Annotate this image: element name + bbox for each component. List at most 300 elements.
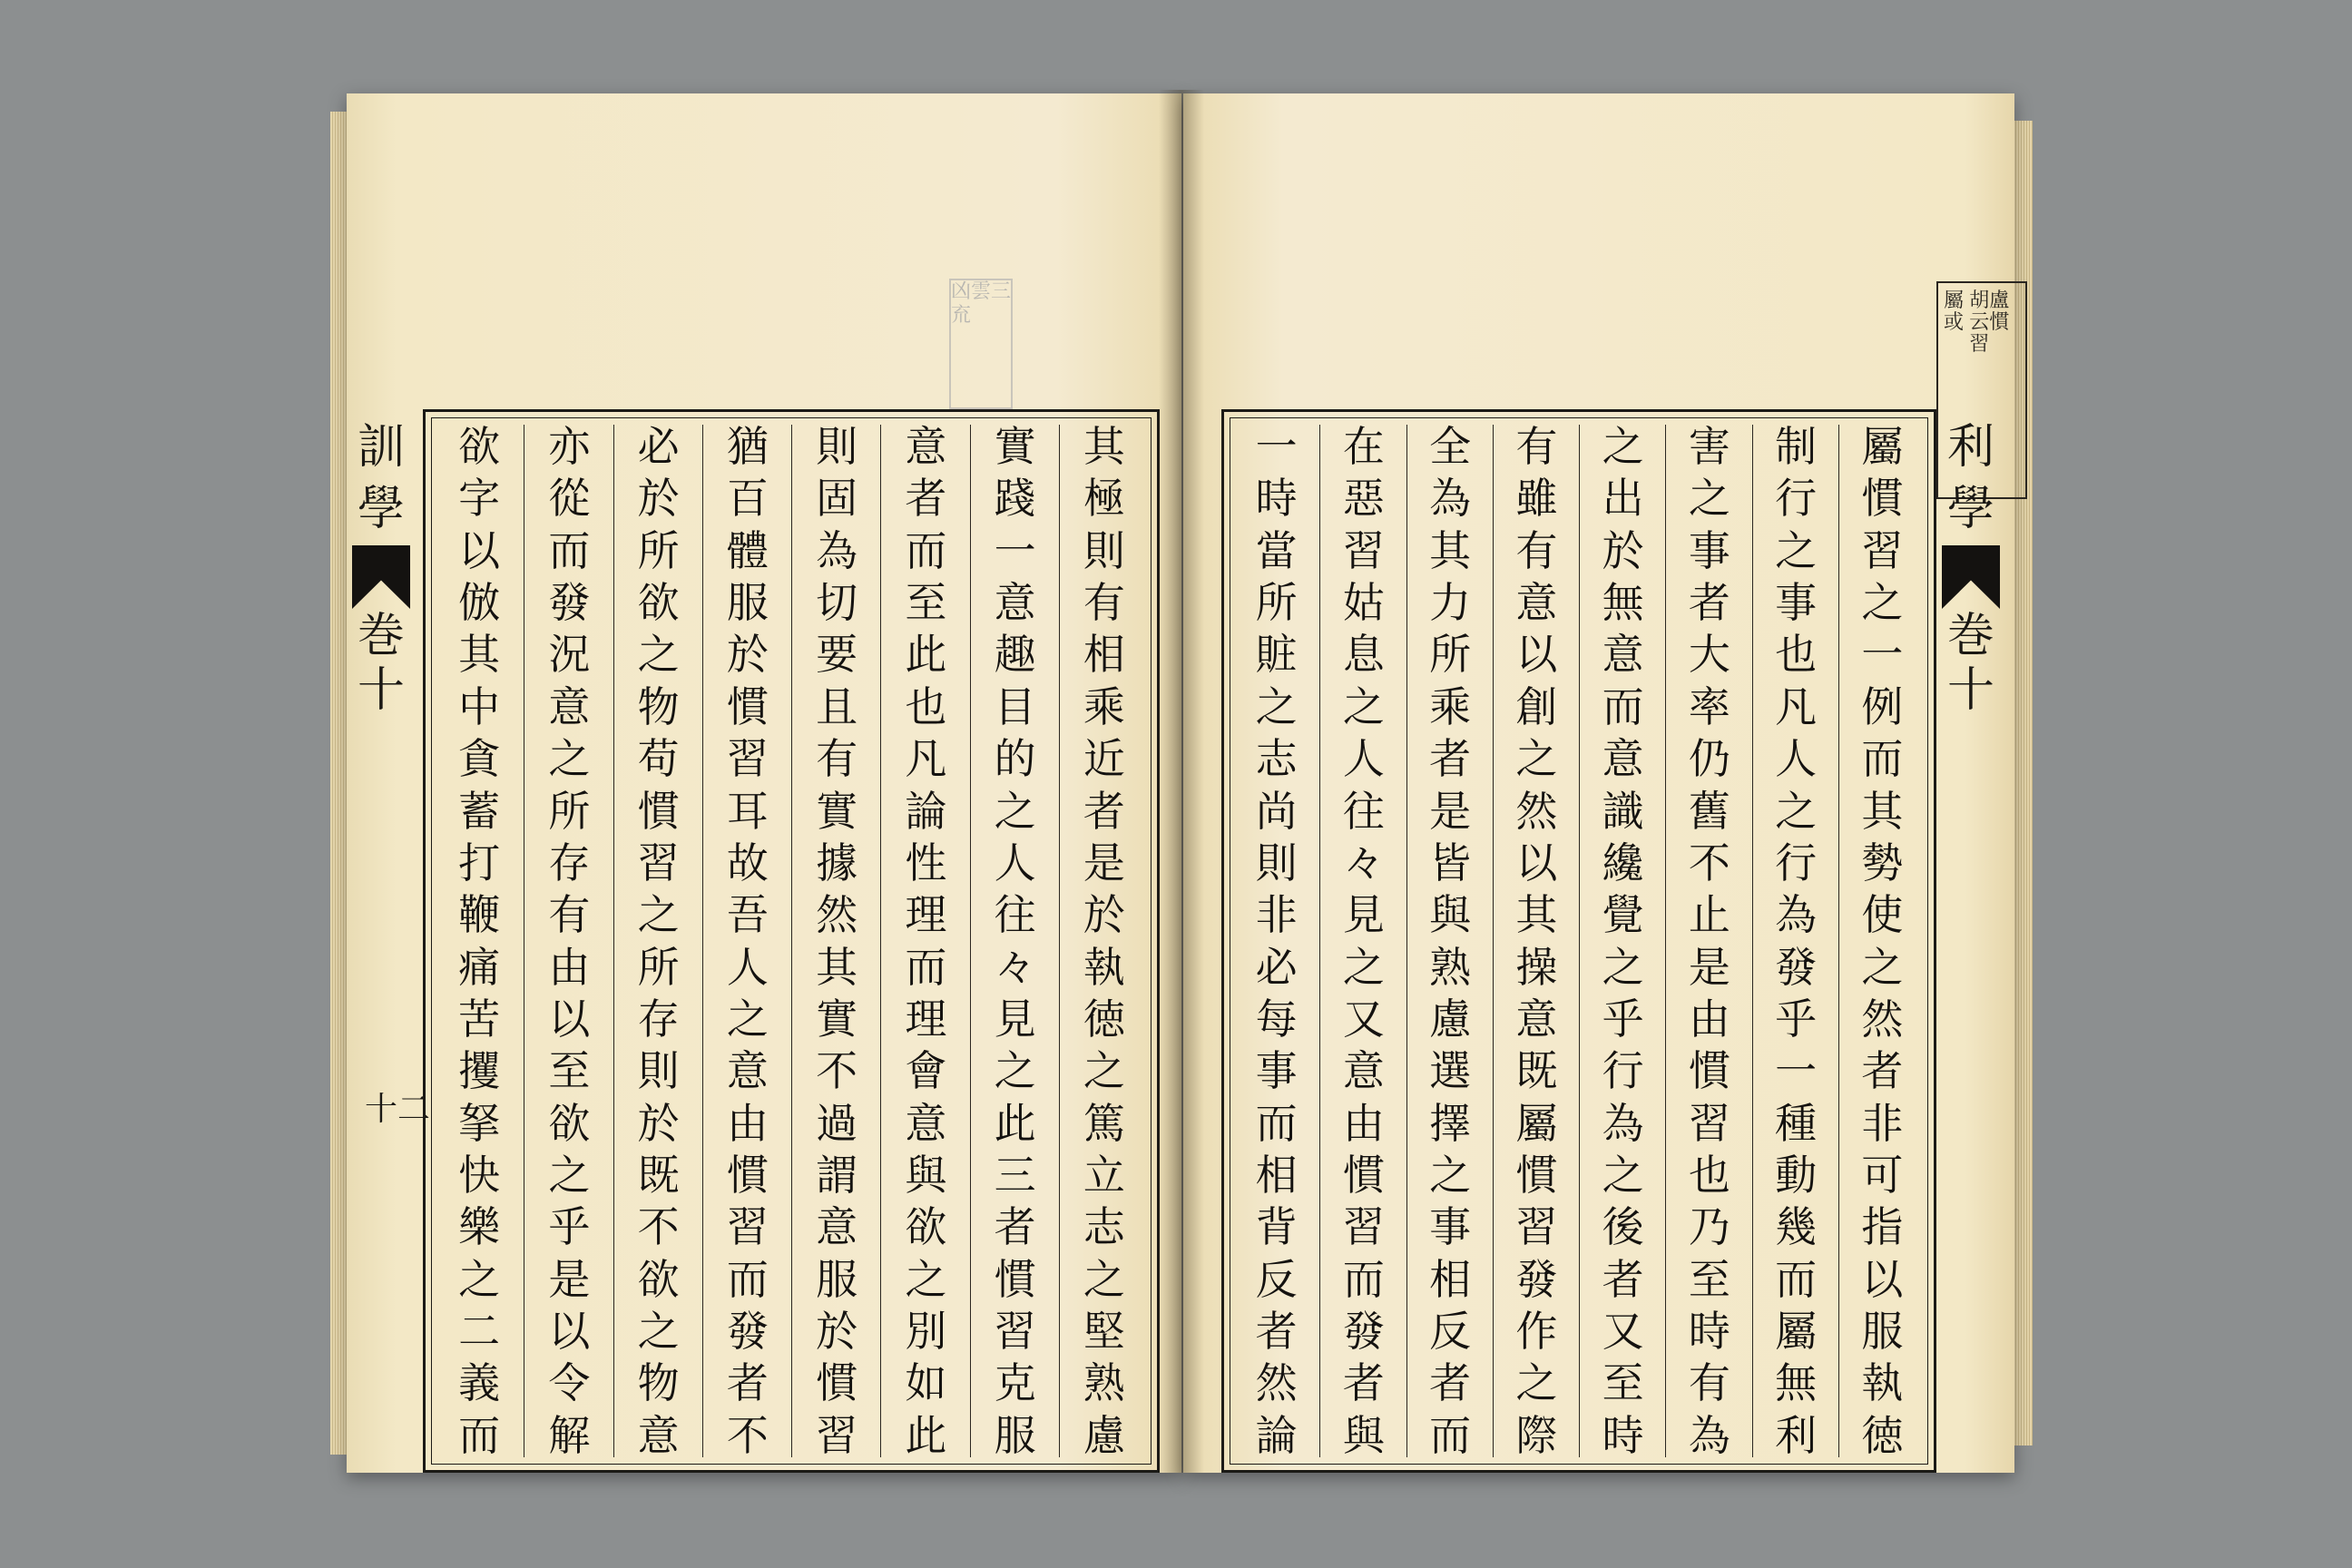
text-char: 之 bbox=[458, 1254, 501, 1304]
left-page bbox=[347, 93, 1181, 1473]
text-char: 要 bbox=[816, 630, 858, 680]
right-margin-title bbox=[1942, 420, 2000, 1001]
text-char: 趣 bbox=[994, 630, 1036, 680]
text-char: 熟 bbox=[1083, 1358, 1125, 1408]
text-char: 幾 bbox=[1775, 1202, 1818, 1252]
text-char: 必 bbox=[637, 422, 680, 471]
head-note-line: 胡盧云慣習 bbox=[1969, 289, 2010, 356]
text-char: 事 bbox=[1688, 525, 1730, 575]
text-char: 至 bbox=[1688, 1254, 1730, 1304]
text-char: 相 bbox=[1255, 1151, 1298, 1200]
text-char: 且 bbox=[816, 681, 858, 731]
text-char: 發 bbox=[1342, 1307, 1385, 1357]
text-char: 之 bbox=[1083, 1254, 1125, 1304]
text-char: 其 bbox=[1083, 422, 1125, 471]
text-char: 力 bbox=[1429, 578, 1472, 628]
text-char: 倣 bbox=[458, 578, 501, 628]
text-char: 出 bbox=[1602, 474, 1644, 524]
text-char: 之 bbox=[1602, 1151, 1644, 1200]
text-char: 乘 bbox=[1083, 681, 1125, 731]
text-char: 然 bbox=[1515, 786, 1558, 836]
text-char: 習 bbox=[1515, 1202, 1558, 1252]
text-char: 而 bbox=[905, 525, 947, 575]
text-column bbox=[1406, 422, 1494, 1460]
text-char: 無 bbox=[1602, 578, 1644, 628]
text-char: 為 bbox=[1775, 890, 1818, 940]
text-column bbox=[1665, 422, 1752, 1460]
text-char: 從 bbox=[548, 474, 591, 524]
text-char: 不 bbox=[816, 1046, 858, 1096]
text-char: 必 bbox=[1255, 942, 1298, 992]
text-char: 之 bbox=[1861, 578, 1904, 628]
text-char: 者 bbox=[1429, 734, 1472, 784]
text-char: 謂 bbox=[816, 1151, 858, 1200]
margin-title-char: 學 bbox=[1946, 482, 1994, 536]
text-char: 目 bbox=[994, 681, 1036, 731]
text-char: 快 bbox=[458, 1151, 501, 1200]
text-char: 息 bbox=[1342, 630, 1385, 680]
text-char: 欲 bbox=[548, 1098, 591, 1148]
text-char: 為 bbox=[1429, 474, 1472, 524]
text-char: 之 bbox=[548, 1151, 591, 1200]
text-char: 也 bbox=[1688, 1151, 1730, 1200]
text-char: 意 bbox=[1515, 994, 1558, 1044]
text-char: 者 bbox=[1255, 1307, 1298, 1357]
text-char: 全 bbox=[1429, 422, 1472, 471]
text-char: 也 bbox=[905, 681, 947, 731]
ghost-stamp: 凶雲三㐬 bbox=[949, 279, 1013, 409]
text-char: 慣 bbox=[994, 1254, 1036, 1304]
text-char: 習 bbox=[1342, 1202, 1385, 1252]
text-char: 反 bbox=[1255, 1254, 1298, 1304]
open-book bbox=[338, 93, 2024, 1473]
text-char: 過 bbox=[816, 1098, 858, 1148]
fish-tail-mark bbox=[352, 545, 410, 609]
text-char: 於 bbox=[1083, 890, 1125, 940]
text-char: 人 bbox=[726, 942, 769, 992]
text-char: 為 bbox=[1602, 1098, 1644, 1148]
text-column bbox=[1838, 422, 1926, 1460]
text-char: 拏 bbox=[458, 1098, 501, 1148]
text-char: 習 bbox=[1342, 525, 1385, 575]
text-char: 的 bbox=[994, 734, 1036, 784]
text-char: 其 bbox=[1515, 890, 1558, 940]
text-char: 徳 bbox=[1861, 1410, 1904, 1460]
text-char: 吾 bbox=[726, 890, 769, 940]
text-char: 習 bbox=[1688, 1098, 1730, 1148]
text-char: 既 bbox=[1515, 1046, 1558, 1096]
text-char: 事 bbox=[1255, 1046, 1298, 1096]
text-char: 反 bbox=[1429, 1307, 1472, 1357]
text-char: 欲 bbox=[637, 1254, 680, 1304]
text-char: 大 bbox=[1688, 630, 1730, 680]
text-char: 其 bbox=[816, 942, 858, 992]
text-char: 於 bbox=[726, 630, 769, 680]
text-char: 姑 bbox=[1342, 578, 1385, 628]
text-char: 志 bbox=[1255, 734, 1298, 784]
text-char: 擇 bbox=[1429, 1098, 1472, 1148]
text-char: 徳 bbox=[1083, 994, 1125, 1044]
text-char: 之 bbox=[1342, 942, 1385, 992]
text-char: 所 bbox=[548, 786, 591, 836]
text-char: 之 bbox=[905, 1254, 947, 1304]
text-char: 百 bbox=[726, 474, 769, 524]
text-char: 慣 bbox=[1688, 1046, 1730, 1096]
text-char: 乎 bbox=[1775, 994, 1818, 1044]
text-char: 雖 bbox=[1515, 474, 1558, 524]
text-char: 之 bbox=[1083, 1046, 1125, 1096]
text-char: 之 bbox=[726, 994, 769, 1044]
text-char: 行 bbox=[1602, 1046, 1644, 1096]
text-char: 以 bbox=[548, 1307, 591, 1357]
right-text-frame bbox=[1221, 409, 1936, 1473]
text-char: 使 bbox=[1861, 890, 1904, 940]
text-char: 利 bbox=[1775, 1410, 1818, 1460]
text-column bbox=[524, 422, 613, 1460]
text-char: 會 bbox=[905, 1046, 947, 1096]
left-text-frame bbox=[423, 409, 1160, 1473]
text-char: 苟 bbox=[637, 734, 680, 784]
text-char: 不 bbox=[1688, 838, 1730, 887]
text-char: 有 bbox=[1515, 525, 1558, 575]
text-char: 意 bbox=[1602, 630, 1644, 680]
text-char: 作 bbox=[1515, 1307, 1558, 1357]
text-char: 而 bbox=[548, 525, 591, 575]
text-char: 發 bbox=[1515, 1254, 1558, 1304]
text-char: 率 bbox=[1688, 681, 1730, 731]
text-char: 實 bbox=[994, 422, 1036, 471]
text-char: 在 bbox=[1342, 422, 1385, 471]
text-char: 為 bbox=[1688, 1410, 1730, 1460]
text-char: 屬 bbox=[1861, 422, 1904, 471]
margin-title-char: 訓 bbox=[357, 420, 405, 475]
text-char: 非 bbox=[1255, 890, 1298, 940]
text-char: 固 bbox=[816, 474, 858, 524]
text-char: 此 bbox=[905, 630, 947, 680]
text-char: 而 bbox=[458, 1410, 501, 1460]
text-char: 實 bbox=[816, 994, 858, 1044]
text-char: 意 bbox=[726, 1046, 769, 1096]
book-spine bbox=[1159, 90, 1204, 1473]
text-char: 見 bbox=[1342, 890, 1385, 940]
text-char: 人 bbox=[1775, 734, 1818, 784]
text-char: 以 bbox=[1515, 630, 1558, 680]
text-char: 亦 bbox=[548, 422, 591, 471]
text-char: 有 bbox=[816, 734, 858, 784]
text-char: 每 bbox=[1255, 994, 1298, 1044]
text-char: 之 bbox=[1515, 1358, 1558, 1408]
text-char: 故 bbox=[726, 838, 769, 887]
text-char: 覺 bbox=[1602, 890, 1644, 940]
text-char: 服 bbox=[994, 1410, 1036, 1460]
margin-volume-num: 十 bbox=[1946, 663, 1994, 718]
text-char: 中 bbox=[458, 681, 501, 731]
text-column bbox=[970, 422, 1060, 1460]
text-char: 々 bbox=[1342, 838, 1385, 887]
text-char: 相 bbox=[1429, 1254, 1472, 1304]
text-char: 往 bbox=[1342, 786, 1385, 836]
text-char: 習 bbox=[816, 1410, 858, 1460]
text-char: 習 bbox=[1861, 525, 1904, 575]
text-char: 與 bbox=[905, 1151, 947, 1200]
text-column bbox=[1493, 422, 1580, 1460]
text-char: 也 bbox=[1775, 630, 1818, 680]
margin-title-char: 學 bbox=[357, 482, 405, 536]
text-char: 然 bbox=[1255, 1358, 1298, 1408]
text-char: 又 bbox=[1342, 994, 1385, 1044]
text-char: 行 bbox=[1775, 474, 1818, 524]
text-char: 屬 bbox=[1515, 1098, 1558, 1148]
text-char: 指 bbox=[1861, 1202, 1904, 1252]
text-char: 惡 bbox=[1342, 474, 1385, 524]
text-char: 是 bbox=[1083, 838, 1125, 887]
text-char: 意 bbox=[548, 681, 591, 731]
text-char: 至 bbox=[1602, 1358, 1644, 1408]
text-char: 者 bbox=[726, 1358, 769, 1408]
text-char: 物 bbox=[637, 1358, 680, 1408]
text-char: 不 bbox=[637, 1202, 680, 1252]
text-char: 物 bbox=[637, 681, 680, 731]
text-char: 之 bbox=[1775, 786, 1818, 836]
text-char: 義 bbox=[458, 1358, 501, 1408]
text-char: 據 bbox=[816, 838, 858, 887]
text-char: 所 bbox=[1255, 578, 1298, 628]
text-char: 猶 bbox=[726, 422, 769, 471]
text-char: 有 bbox=[1515, 422, 1558, 471]
text-char: 由 bbox=[726, 1098, 769, 1148]
text-char: 而 bbox=[1602, 681, 1644, 731]
text-char: 意 bbox=[1515, 578, 1558, 628]
text-char: 與 bbox=[1429, 890, 1472, 940]
text-char: 之 bbox=[994, 1046, 1036, 1096]
text-char: 體 bbox=[726, 525, 769, 575]
margin-volume-num: 十 bbox=[357, 663, 405, 718]
text-char: 性 bbox=[905, 838, 947, 887]
text-char: 痛 bbox=[458, 942, 501, 992]
text-char: 至 bbox=[548, 1046, 591, 1096]
text-char: 一 bbox=[1255, 422, 1298, 471]
text-char: 蓄 bbox=[458, 786, 501, 836]
text-char: 服 bbox=[1861, 1307, 1904, 1357]
text-char: 為 bbox=[816, 525, 858, 575]
text-char: 一 bbox=[994, 525, 1036, 575]
text-column bbox=[880, 422, 970, 1460]
text-char: 之 bbox=[1515, 734, 1558, 784]
text-char: 苦 bbox=[458, 994, 501, 1044]
text-char: 乎 bbox=[548, 1202, 591, 1252]
text-char: 所 bbox=[1429, 630, 1472, 680]
text-char: 者 bbox=[994, 1202, 1036, 1252]
text-char: 至 bbox=[905, 578, 947, 628]
text-char: 動 bbox=[1775, 1151, 1818, 1200]
margin-volume: 巻 bbox=[357, 609, 405, 663]
text-char: 例 bbox=[1861, 681, 1904, 731]
text-char: 發 bbox=[1775, 942, 1818, 992]
text-char: 後 bbox=[1602, 1202, 1644, 1252]
text-char: 人 bbox=[994, 838, 1036, 887]
text-char: 所 bbox=[637, 525, 680, 575]
text-char: 一 bbox=[1861, 630, 1904, 680]
text-char: 之 bbox=[1861, 942, 1904, 992]
text-char: 行 bbox=[1775, 838, 1818, 887]
text-char: 於 bbox=[816, 1307, 858, 1357]
text-char: 而 bbox=[1775, 1254, 1818, 1304]
fish-tail-mark bbox=[1942, 545, 2000, 609]
text-char: 乎 bbox=[1602, 994, 1644, 1044]
text-char: 無 bbox=[1775, 1358, 1818, 1408]
right-page bbox=[1183, 93, 2014, 1473]
text-char: 是 bbox=[548, 1254, 591, 1304]
text-char: 意 bbox=[905, 1098, 947, 1148]
text-char: 而 bbox=[1342, 1254, 1385, 1304]
text-char: 害 bbox=[1688, 422, 1730, 471]
margin-title-char: 利 bbox=[1946, 420, 1994, 475]
text-char: 字 bbox=[458, 474, 501, 524]
text-char: 之 bbox=[637, 1307, 680, 1357]
text-char: 慣 bbox=[726, 681, 769, 731]
text-char: 理 bbox=[905, 994, 947, 1044]
text-char: 克 bbox=[994, 1358, 1036, 1408]
text-char: 三 bbox=[994, 1151, 1036, 1200]
text-char: 之 bbox=[994, 786, 1036, 836]
text-char: 乘 bbox=[1429, 681, 1472, 731]
text-char: 慮 bbox=[1083, 1410, 1125, 1460]
text-char: 而 bbox=[726, 1254, 769, 1304]
text-char: 而 bbox=[905, 942, 947, 992]
text-char: 之 bbox=[637, 630, 680, 680]
text-char: 慣 bbox=[1342, 1151, 1385, 1200]
text-char: 者 bbox=[1688, 578, 1730, 628]
text-char: 有 bbox=[1083, 578, 1125, 628]
text-char: 以 bbox=[548, 994, 591, 1044]
text-char: 與 bbox=[1342, 1410, 1385, 1460]
text-char: 慣 bbox=[1515, 1151, 1558, 1200]
text-column bbox=[702, 422, 792, 1460]
text-column bbox=[1233, 422, 1319, 1460]
text-char: 操 bbox=[1515, 942, 1558, 992]
text-char: 由 bbox=[548, 942, 591, 992]
text-char: 意 bbox=[994, 578, 1036, 628]
text-char: 之 bbox=[1602, 942, 1644, 992]
text-char: 習 bbox=[994, 1307, 1036, 1357]
text-char: 見 bbox=[994, 994, 1036, 1044]
text-char: 由 bbox=[1342, 1098, 1385, 1148]
text-char: 一 bbox=[1775, 1046, 1818, 1096]
text-char: 存 bbox=[637, 994, 680, 1044]
text-char: 之 bbox=[1688, 474, 1730, 524]
left-margin-title bbox=[352, 420, 410, 1001]
text-char: 事 bbox=[1775, 578, 1818, 628]
text-char: 凡 bbox=[1775, 681, 1818, 731]
text-char: 以 bbox=[458, 525, 501, 575]
text-char: 之 bbox=[1429, 1151, 1472, 1200]
margin-volume: 巻 bbox=[1946, 609, 1994, 663]
text-char: 切 bbox=[816, 578, 858, 628]
text-char: 欲 bbox=[637, 578, 680, 628]
text-char: 識 bbox=[1602, 786, 1644, 836]
text-char: 堅 bbox=[1083, 1307, 1125, 1357]
text-char: 別 bbox=[905, 1307, 947, 1357]
text-char: 意 bbox=[905, 422, 947, 471]
text-char: 々 bbox=[994, 942, 1036, 992]
text-char: 是 bbox=[1688, 942, 1730, 992]
text-char: 踐 bbox=[994, 474, 1036, 524]
text-char: 之 bbox=[1342, 681, 1385, 731]
text-char: 可 bbox=[1861, 1151, 1904, 1200]
text-char: 凡 bbox=[905, 734, 947, 784]
head-note-line: 屬或 bbox=[1944, 289, 1965, 334]
text-char: 然 bbox=[816, 890, 858, 940]
text-char: 舊 bbox=[1688, 786, 1730, 836]
text-char: 此 bbox=[905, 1410, 947, 1460]
text-char: 者 bbox=[905, 474, 947, 524]
text-char: 則 bbox=[1255, 838, 1298, 887]
text-char: 之 bbox=[1775, 525, 1818, 575]
text-char: 發 bbox=[548, 578, 591, 628]
text-char: 慣 bbox=[816, 1358, 858, 1408]
text-char: 執 bbox=[1861, 1358, 1904, 1408]
text-char: 賍 bbox=[1255, 630, 1298, 680]
text-char: 勢 bbox=[1861, 838, 1904, 887]
text-char: 之 bbox=[1255, 681, 1298, 731]
text-char: 發 bbox=[726, 1307, 769, 1357]
text-char: 之 bbox=[548, 734, 591, 784]
text-char: 意 bbox=[1342, 1046, 1385, 1096]
text-char: 尚 bbox=[1255, 786, 1298, 836]
text-char: 篤 bbox=[1083, 1098, 1125, 1148]
text-char: 而 bbox=[1861, 734, 1904, 784]
text-char: 非 bbox=[1861, 1098, 1904, 1148]
text-char: 種 bbox=[1775, 1098, 1818, 1148]
text-char: 欲 bbox=[905, 1202, 947, 1252]
text-column bbox=[1059, 422, 1149, 1460]
text-char: 立 bbox=[1083, 1151, 1125, 1200]
text-char: 慣 bbox=[637, 786, 680, 836]
text-char: 熟 bbox=[1429, 942, 1472, 992]
text-column bbox=[1752, 422, 1839, 1460]
text-char: 之 bbox=[1602, 422, 1644, 471]
text-char: 仍 bbox=[1688, 734, 1730, 784]
text-char: 創 bbox=[1515, 681, 1558, 731]
text-char: 往 bbox=[994, 890, 1036, 940]
text-char: 慮 bbox=[1429, 994, 1472, 1044]
text-char: 鞭 bbox=[458, 890, 501, 940]
text-char: 則 bbox=[1083, 525, 1125, 575]
text-column bbox=[613, 422, 703, 1460]
text-char: 由 bbox=[1688, 994, 1730, 1044]
text-char: 此 bbox=[994, 1098, 1036, 1148]
text-char: 相 bbox=[1083, 630, 1125, 680]
text-char: 意 bbox=[637, 1410, 680, 1460]
text-char: 時 bbox=[1255, 474, 1298, 524]
text-char: 纔 bbox=[1602, 838, 1644, 887]
text-char: 際 bbox=[1515, 1410, 1558, 1460]
text-char: 況 bbox=[548, 630, 591, 680]
text-char: 乃 bbox=[1688, 1202, 1730, 1252]
text-char: 止 bbox=[1688, 890, 1730, 940]
text-column bbox=[1319, 422, 1406, 1460]
text-char: 是 bbox=[1429, 786, 1472, 836]
text-char: 執 bbox=[1083, 942, 1125, 992]
text-char: 皆 bbox=[1429, 838, 1472, 887]
text-column bbox=[435, 422, 524, 1460]
text-char: 於 bbox=[637, 474, 680, 524]
text-char: 耳 bbox=[726, 786, 769, 836]
text-char: 既 bbox=[637, 1151, 680, 1200]
text-char: 則 bbox=[637, 1046, 680, 1096]
text-char: 欲 bbox=[458, 422, 501, 471]
text-char: 者 bbox=[1861, 1046, 1904, 1096]
